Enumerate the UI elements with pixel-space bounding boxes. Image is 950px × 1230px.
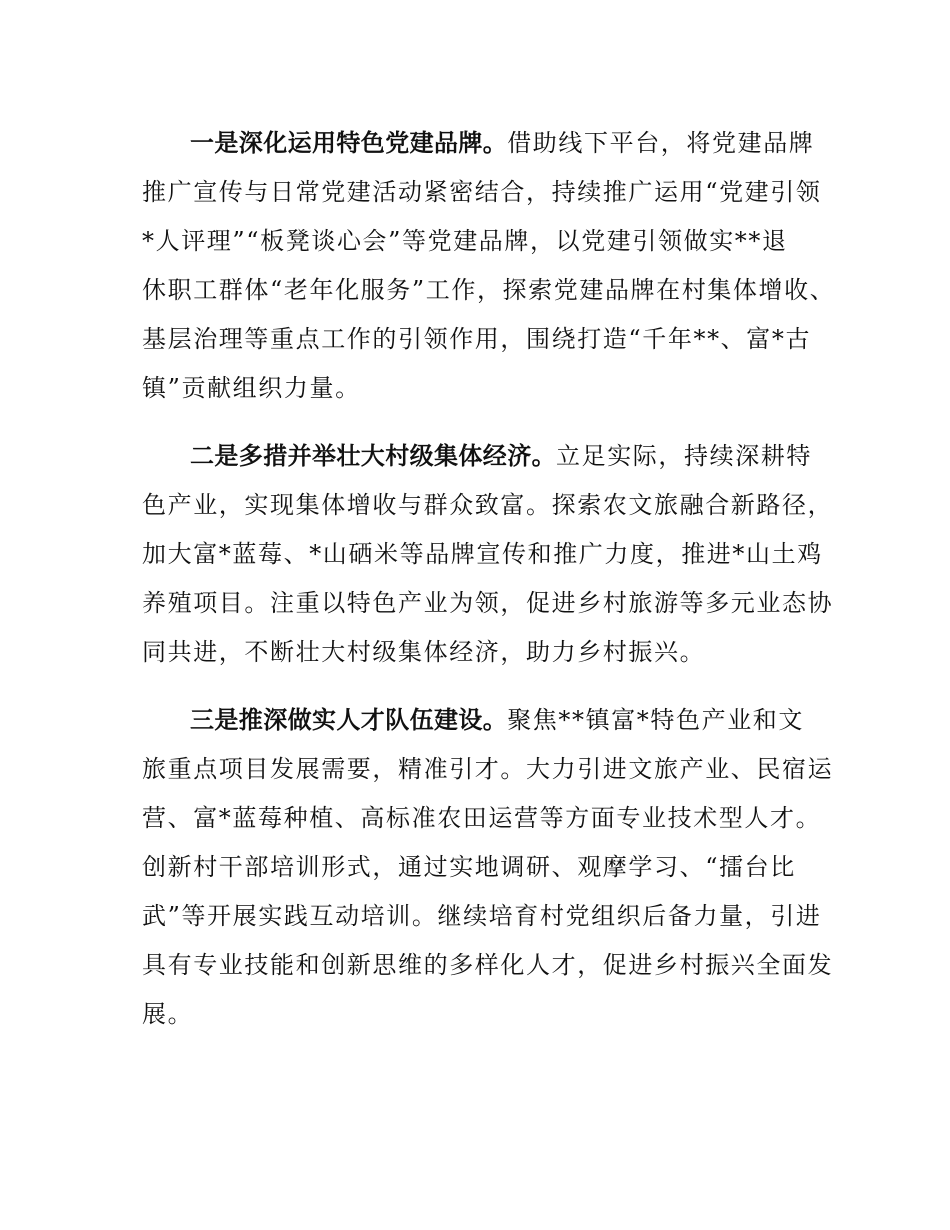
- paragraph-3-first-line: [190, 700, 804, 740]
- paragraph-1-line-2: 推广宣传与日常党建活动紧密结合，持续推广运用“党建引领: [142, 178, 822, 206]
- paragraph-2-line-2: 色产业，实现集体增收与群众致富。探索农文旅融合新路径，: [142, 491, 834, 519]
- paragraph-2-first-line-text: 立足实际，持续深耕特: [556, 442, 812, 470]
- paragraph-1-lead: 一是深化运用特色党建品牌。: [190, 129, 508, 157]
- paragraph-2-line-5: 同共进，不断壮大村级集体经济，助力乡村振兴。: [142, 638, 706, 666]
- paragraph-1-line-4: 休职工群体“老年化服务”工作，探索党建品牌在村集体增收、: [142, 276, 836, 304]
- paragraph-2-first-line: [190, 436, 812, 476]
- paragraph-1-first-line: [190, 123, 814, 163]
- paragraph-1-line-6: 镇”贡献组织力量。: [142, 374, 361, 402]
- paragraph-3-line-3: 营、富*蓝莓种植、高标准农田运营等方面专业技术型人才。: [142, 804, 822, 832]
- paragraph-3-line-7: 展。: [142, 1000, 194, 1028]
- paragraph-2-lead: 二是多措并举壮大村级集体经济。: [190, 442, 556, 470]
- paragraph-3-first-line-text: 聚焦**镇富*特色产业和文: [507, 706, 805, 734]
- paragraph-3-line-2: 旅重点项目发展需要，精准引才。大力引进文旅产业、民宿运: [142, 755, 834, 783]
- paragraph-1-first-line-text: 借助线下平台，将党建品牌: [507, 129, 815, 157]
- paragraph-3-line-4: 创新村干部培训形式，通过实地调研、观摩学习、“擂台比: [142, 853, 796, 881]
- paragraph-3-lead: 三是推深做实人才队伍建设。: [190, 706, 508, 734]
- paragraph-2-line-3: 加大富*蓝莓、*山硒米等品牌宣传和推广力度，推进*山土鸡: [142, 540, 823, 568]
- paragraph-3-line-5: 武”等开展实践互动培训。继续培育村党组织后备力量，引进: [142, 902, 822, 930]
- paragraph-1-line-3: *人评理”“板凳谈心会”等党建品牌，以党建引领做实**退: [142, 227, 788, 255]
- paragraph-1-line-5: 基层治理等重点工作的引领作用，围绕打造“千年**、富*古: [142, 325, 812, 353]
- paragraph-3-line-6: 具有专业技能和创新思维的多样化人才，促进乡村振兴全面发: [142, 951, 834, 979]
- paragraph-2-line-4: 养殖项目。注重以特色产业为领，促进乡村旅游等多元业态协: [142, 589, 834, 617]
